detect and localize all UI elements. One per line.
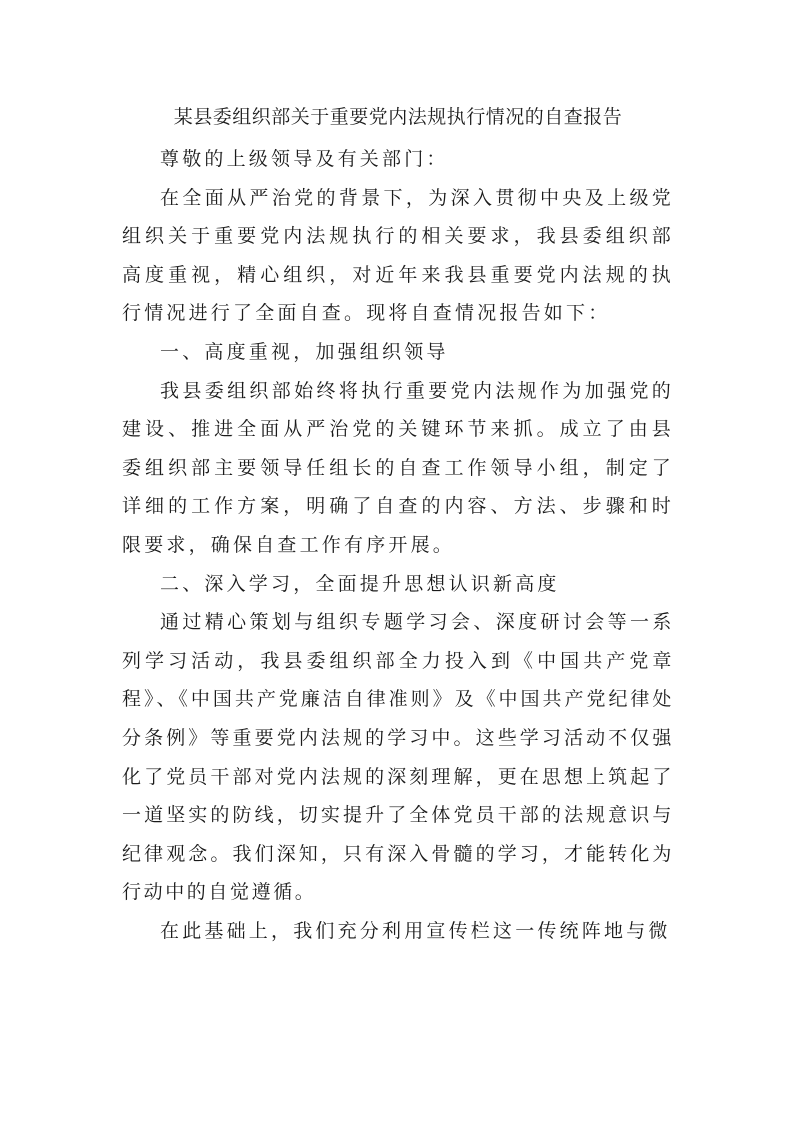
section-heading-1: 一、高度重视，加强组织领导 [160,340,449,363]
salutation: 尊敬的上级领导及有关部门： [160,148,449,170]
section-1-paragraph: 我县委组织部始终将执行重要党内法规作为加强党的建设、推进全面从严治党的关键环节来抓。成立了由县委组织部主要领导任组长的自查工作领导小组，制定了详细的工作方案，明确了自查的内容、方法、步骤和时限要求，确保自查工作有序开展。 [122,379,674,556]
document-title: 某县委组织部关于重要党内法规执行情况的自查报告 [173,106,623,128]
document-page [122,100,674,950]
section-2-paragraph: 通过精心策划与组织专题学习会、深度研讨会等一系列学习活动，我县委组织部全力投入到《中国共产党章程》、《中国共产党廉洁自律准则》及《中国共产党纪律处分条例》等重要党内法规的学习中。这些学习活动不仅强化了党员干部对党内法规的深刻理解，更在思想上筑起了一道坚实的防线，切实提升了全体党员干部的法规意识与纪律观念。我们深知，只有深入骨髓的学习，才能转化为行动中的自觉遵循。 [122,611,674,904]
section-heading-2: 二、深入学习，全面提升思想认识新高度 [160,572,560,595]
intro-paragraph: 在全面从严治党的背景下，为深入贯彻中央及上级党组织关于重要党内法规执行的相关要求，我县委组织部高度重视，精心组织，对近年来我县重要党内法规的执行情况进行了全面自查。现将自查情况报告如下： [122,186,674,325]
section-2-paragraph-continued: 在此基础上，我们充分利用宣传栏这一传统阵地与微 [160,919,671,942]
